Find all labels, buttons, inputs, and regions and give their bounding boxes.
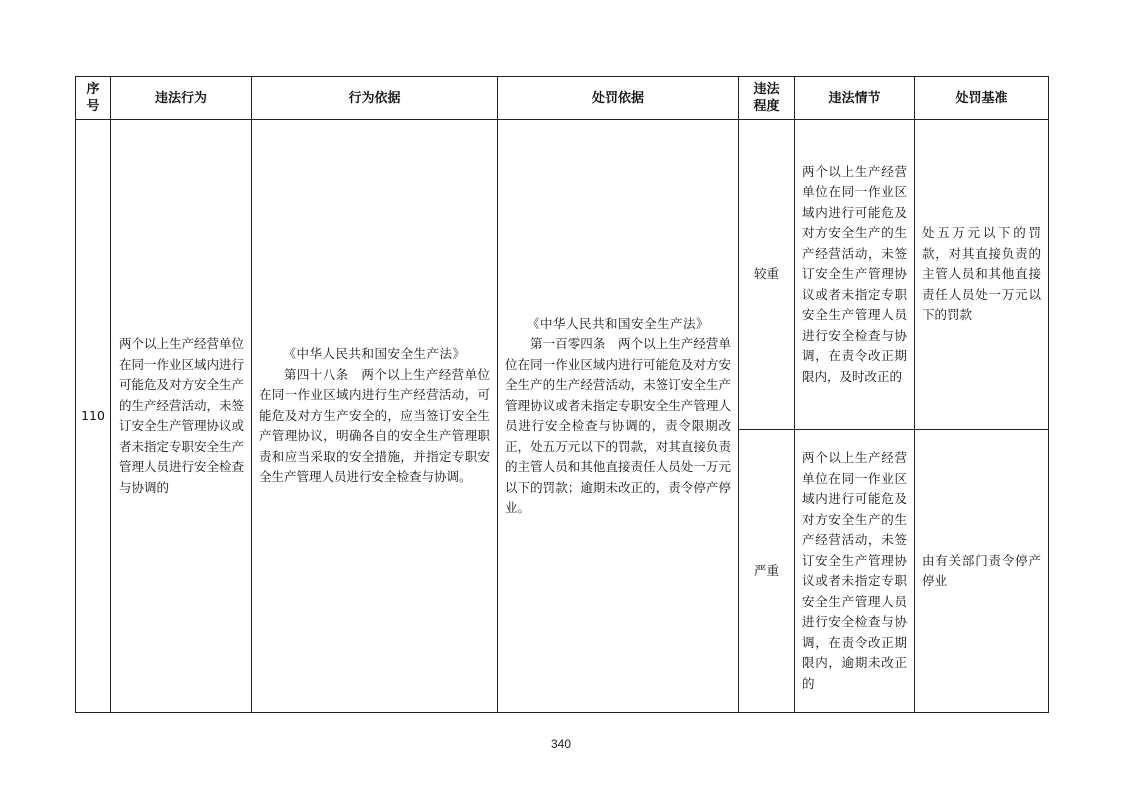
header-degree — [739, 77, 795, 120]
level-2-circumstance: 两个以上生产经营单位在同一作业区域内进行可能危及对方安全生产的生产经营活动，未签订安全生产管理协议或者未指定专职安全生产管理人员进行安全检查与协调，在责令改正期限内，逾期未改正的 — [802, 450, 907, 691]
row-basis-cell — [252, 120, 498, 713]
level-1-circumstance-cell — [795, 120, 915, 430]
header-circumstance: 违法情节 — [795, 77, 915, 120]
header-seq-label: 序 号 — [86, 82, 100, 114]
row-violation: 两个以上生产经营单位在同一作业区域内进行可能危及对方安全生产的生产经营活动，未签订安全生产管理协议或者未指定专职安全生产管理人员进行安全检查与协调的 — [119, 336, 245, 495]
penalty-law-title: 《中华人民共和国安全生产法》 — [526, 315, 709, 331]
page-number: 340 — [550, 737, 572, 751]
penalty-standard-table — [75, 76, 1049, 713]
level-2-circumstance-cell — [795, 430, 915, 713]
row-basis — [252, 344, 497, 488]
level-1-degree: 较重 — [739, 120, 795, 430]
header-basis: 行为依据 — [252, 77, 498, 120]
level-1-circumstance: 两个以上生产经营单位在同一作业区域内进行可能危及对方安全生产的生产经营活动，未签订安全生产管理协议或者未指定专职安全生产管理人员进行安全检查与协调，在责令改正期限内，及时改正的 — [802, 163, 907, 384]
header-degree-label: 违法 程度 — [753, 82, 780, 114]
basis-law-title: 《中华人民共和国安全生产法》 — [283, 346, 466, 362]
level-2-degree: 严重 — [739, 430, 795, 713]
level-1-standard: 处五万元以下的罚款，对其直接负责的主管人员和其他直接责任人员处一万元以下的罚款 — [922, 225, 1041, 323]
table-row — [76, 120, 1049, 430]
header-standard: 处罚基准 — [915, 77, 1049, 120]
row-penalty-basis — [498, 314, 738, 519]
level-2-standard-cell — [915, 430, 1049, 713]
header-penalty-basis: 处罚依据 — [498, 77, 739, 120]
level-2-standard: 由有关部门责令停产停业 — [922, 552, 1041, 588]
basis-article-text: 第四十八条 两个以上生产经营单位在同一作业区域内进行生产经营活动，可能危及对方生产安全的，应当签订安全生产管理协议，明确各自的安全生产管理职责和应当采取的安全措施，并指定专职安全生产管理人员进行安全检查与协调。 — [259, 366, 490, 485]
row-penalty-basis-cell — [498, 120, 739, 713]
row-seq: 110 — [76, 120, 111, 713]
row-violation-cell — [111, 120, 252, 713]
header-seq — [76, 77, 111, 120]
penalty-article-text: 第一百零四条 两个以上生产经营单位在同一作业区域内进行可能危及对方安全生产的生产经营活动，未签订安全生产管理协议或者未指定专职安全生产管理人员进行安全检查与协调的，责令限期改正，处五万元以下的罚款，对其直接负责的主管人员和其他直接责任人员处一万元以下的罚款；逾期未改正的，责令停产停业。 — [505, 336, 731, 515]
header-violation: 违法行为 — [111, 77, 252, 120]
level-1-standard-cell — [915, 120, 1049, 430]
table-header-row — [76, 77, 1049, 120]
